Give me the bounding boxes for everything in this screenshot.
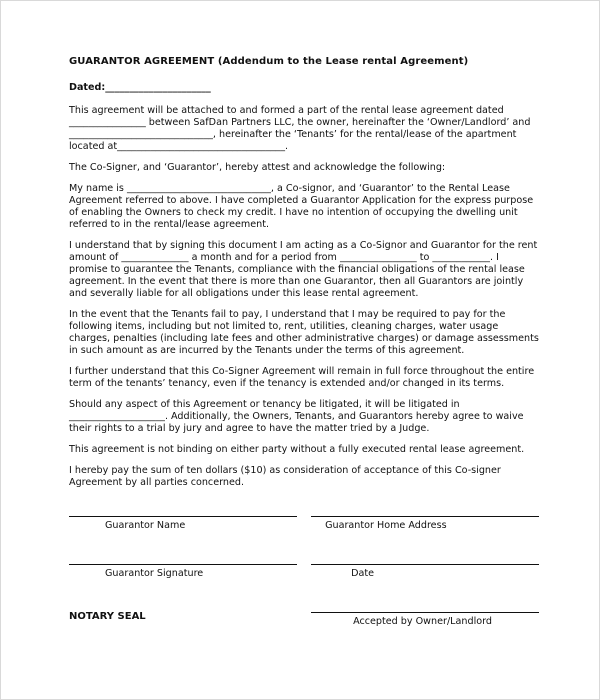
date-line [311, 555, 539, 565]
signature-row-name-address [69, 507, 539, 531]
guarantor-name-cell [69, 507, 297, 531]
date-label: Date [351, 568, 374, 579]
guarantor-signature-label: Guarantor Signature [105, 568, 204, 579]
paragraph-my-name: My name is ______________________________, a Co-signor, and ‘Guarantor’ to the Rental Lease Agreement referred to above. I have completed a Guarantor Application for the express purpose of enabling the Owners to check my credit. I have no intention of occupying the dwelling unit referred to in the rental/lease agreement. [69, 183, 534, 230]
guarantor-name-label: Guarantor Name [105, 520, 186, 531]
guarantor-home-address-cell [311, 507, 539, 531]
guarantor-signature-line [69, 555, 297, 565]
notary-seal-label: NOTARY SEAL [69, 611, 146, 622]
paragraph-consideration: I hereby pay the sum of ten dollars ($10) as consideration of acceptance of this Co-signer Agreement by all parties concerned. [69, 465, 501, 488]
paragraph-failure-to-pay: In the event that the Tenants fail to pay, I understand that I may be required to pay for the following items, including but not limited to, rent, utilities, cleaning charges, water usage charges, penalties (including late fees and other administrative charges) or damage assessments in such amount as are incurred by the Tenants under the terms of this agreement. [69, 309, 539, 356]
paragraph-attachment-clause: This agreement will be attached to and formed a part of the rental lease agreement dated ________________ between SafDan Partners LLC, the owner, hereinafter the ‘Owner/Landlord’ and ______________________________, hereinafter the ‘Tenants’ for the rental/lease of the apartment located at___________________________________. [69, 105, 531, 152]
signature-row-notary-accepted [69, 603, 539, 627]
paragraph-not-binding: This agreement is not binding on either party without a fully executed rental lease agreement. [69, 444, 525, 455]
guarantor-home-address-line [311, 507, 539, 517]
guarantor-signature-cell [69, 555, 297, 579]
guarantor-name-line [69, 507, 297, 517]
signature-row-signature-date [69, 555, 539, 579]
paragraph-attestation-intro: The Co-Signer, and ‘Guarantor’, hereby attest and acknowledge the following: [69, 162, 446, 173]
paragraph-litigation: Should any aspect of this Agreement or tenancy be litigated, it will be litigated in ____________________. Additionally, the Owners, Tenants, and Guarantors hereby agree to waive their rights to a trial by jury and agree to have the matter tried by a Judge. [69, 399, 524, 434]
guarantor-home-address-label: Guarantor Home Address [325, 520, 447, 531]
accepted-by-label: Accepted by Owner/Landlord [353, 616, 492, 627]
notary-seal-cell [69, 603, 297, 627]
dated-line: Dated:______________________ [69, 82, 211, 93]
signature-section [69, 507, 539, 627]
paragraph-cosignor-guarantee: I understand that by signing this document I am acting as a Co-Signor and Guarantor for the rent amount of ______________ a month and for a period from ________________ to ____________. I promise to guarantee the Tenants, compliance with the financial obligations of the rental lease agreement. In the event that there is more than one Guarantor, then all Guarantors are jointly and severally liable for all obligations under this lease rental agreement. [69, 240, 538, 299]
paragraph-full-force: I further understand that this Co-Signer Agreement will remain in full force throughout the entire term of the tenants’ tenancy, even if the tenancy is extended and/or changed in its terms. [69, 366, 535, 389]
document-title: GUARANTOR AGREEMENT (Addendum to the Lease rental Agreement) [69, 56, 469, 67]
accepted-by-line [311, 603, 539, 613]
date-cell [311, 555, 539, 579]
accepted-by-cell [311, 603, 539, 627]
